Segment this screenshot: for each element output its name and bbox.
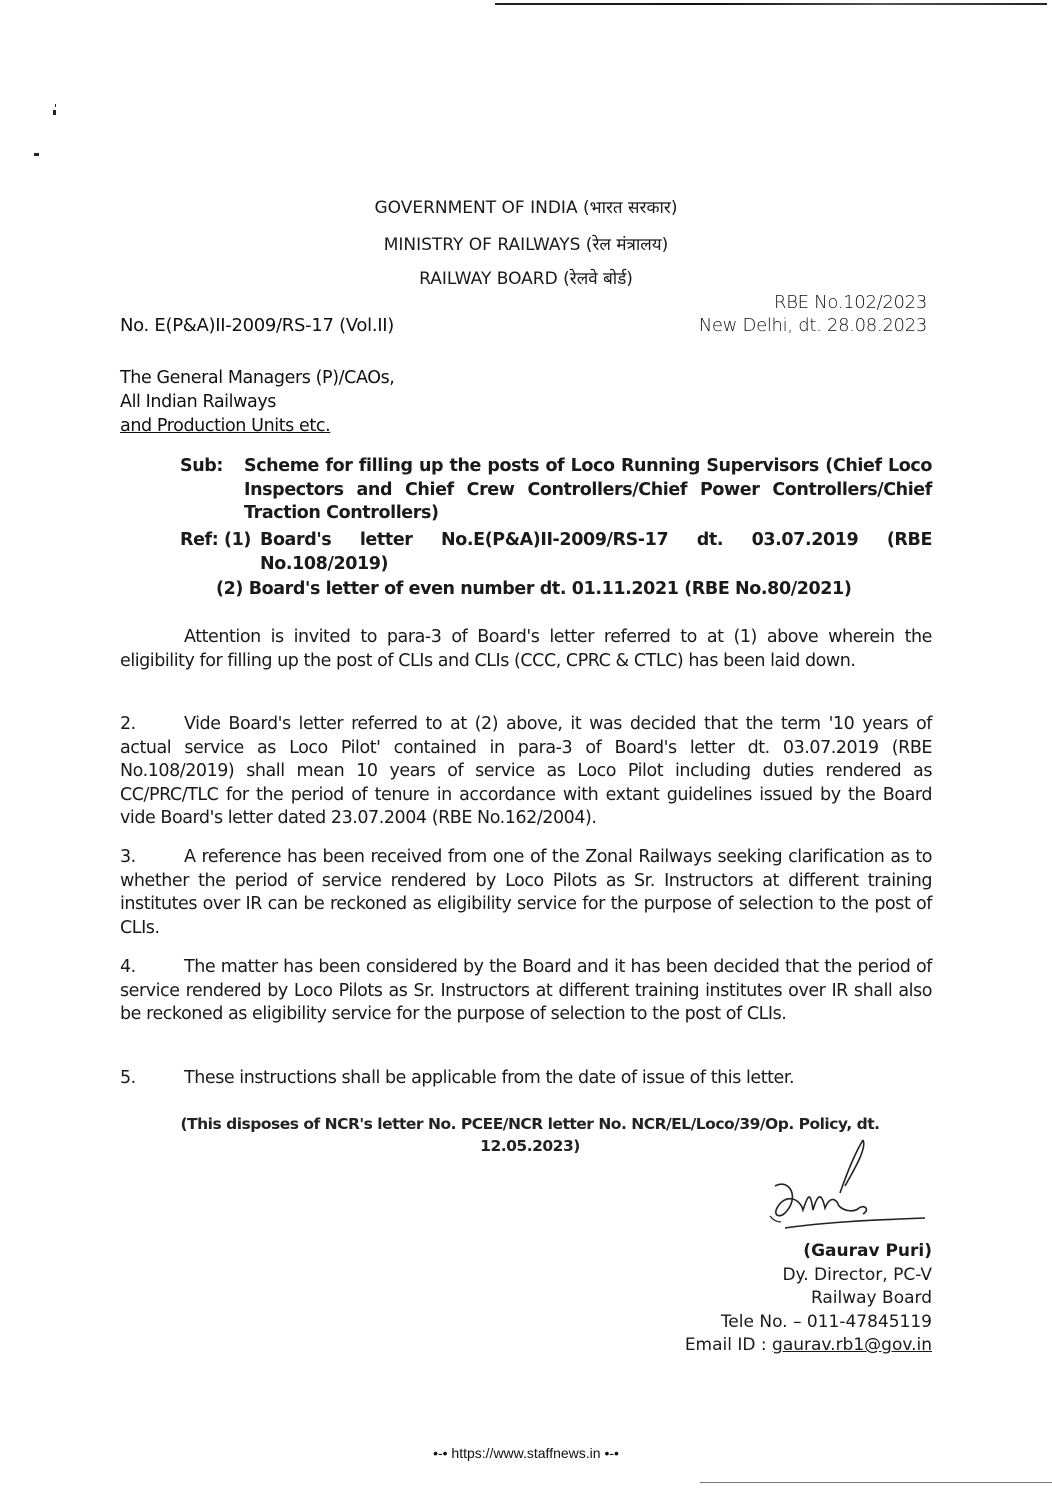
file-number: No. E(P&A)II-2009/RS-17 (Vol.II) [120, 315, 394, 336]
references [180, 529, 932, 602]
reference-number: (1) [224, 530, 251, 550]
header-ministry: MINISTRY OF RAILWAYS (रेल मंत्रालय) [383, 235, 669, 255]
addressee-line: The General Managers (P)/CAOs, [120, 368, 395, 388]
footer-watermark: •-• https://www.staffnews.in •-• [433, 1445, 619, 1461]
scan-speck [34, 153, 39, 156]
paragraph-text: Vide Board's letter referred to at (2) above, it was decided that the term '10 years of actual service as Loco Pilot' contained in para-3 of Board's letter dt. 03.07.2019 (RBE No.108/2019) shall mean 10 years of service as Loco Pilot including duties rendered as CC/PRC/TLC for the period of tenure in accordance with extant guidelines issued by the Board vide Board's letter dated 23.07.2004 (RBE No.162/2004). [120, 714, 932, 828]
addressee [120, 366, 394, 438]
signatory-email-row [685, 1334, 932, 1358]
paragraph-text: A reference has been received from one of the Zonal Railways seeking clarification as to whether the period of service rendered by Loco Pilots as Sr. Instructors at different training institutes over IR can be reckoned as eligibility service for the purpose of selection to the post of CLIs. [120, 847, 932, 938]
subject [180, 455, 932, 526]
paragraph-number: 5. [120, 1068, 136, 1088]
reference-item [216, 578, 932, 602]
references-label: Ref: [180, 530, 219, 550]
subject-label: Sub: [180, 456, 223, 476]
reference-text: Board's letter No.E(P&A)II-2009/RS-17 dt. 03.07.2019 (RBE No.108/2019) [260, 530, 932, 574]
signatory-block [685, 1240, 932, 1358]
paragraph-2 [120, 713, 932, 831]
signatory-phone: Tele No. – 011-47845119 [720, 1311, 932, 1332]
reference-text: Board's letter of even number dt. 01.11.2021 (RBE No.80/2021) [248, 579, 852, 599]
disposes-line: 12.05.2023) [480, 1137, 580, 1155]
paragraph-1: Attention is invited to para-3 of Board's letter referred to at (1) above wherein the eligibility for filling up the post of CLIs and CLIs (CCC, CPRC & CTLC) has been laid down. [120, 627, 932, 671]
header-board: RAILWAY BOARD (रेलवे बोर्ड) [419, 269, 633, 289]
signatory-name: (Gaurav Puri) [803, 1241, 932, 1261]
scan-artifact-line [700, 1482, 1052, 1483]
paragraph-text: The matter has been considered by the Board and it has been decided that the period of service rendered by Loco Pilots as Sr. Instructors at different training institutes over IR shall also be reckoned as eligibility service for the purpose of selection to the post of CLIs. [120, 957, 932, 1024]
scan-speck [53, 110, 56, 115]
reference-number: (2) [216, 579, 243, 599]
rbe-number: RBE No.102/2023 [773, 292, 927, 313]
addressee-line: and Production Units etc. [120, 416, 331, 436]
addressee-line: All Indian Railways [120, 392, 276, 412]
place-date: New Delhi, dt. 28.08.2023 [698, 315, 927, 336]
header-government: GOVERNMENT OF INDIA (भारत सरकार) [374, 198, 678, 218]
reference-item [224, 529, 932, 576]
email-link[interactable]: gaurav.rb1@gov.in [772, 1335, 932, 1355]
email-label: Email ID : [684, 1335, 773, 1355]
scan-speck [55, 104, 56, 107]
paragraph-number: 2. [120, 714, 136, 734]
disposes-line: (This disposes of NCR's letter No. PCEE/NCR letter No. NCR/EL/Loco/39/Op. Policy, dt. [180, 1115, 880, 1133]
paragraph-5 [120, 1067, 932, 1091]
subject-text: Scheme for filling up the posts of Loco Running Supervisors (Chief Loco Inspectors and Chief Crew Controllers/Chief Power Controllers/Chief Traction Controllers) [244, 456, 932, 523]
signatory-designation: Dy. Director, PC-V [782, 1264, 932, 1285]
paragraph-number: 3. [120, 847, 136, 867]
signatory-office: Railway Board [810, 1288, 932, 1308]
paragraph-text: These instructions shall be applicable from the date of issue of this letter. [184, 1068, 795, 1088]
signature-icon [755, 1138, 930, 1233]
paragraph-number: 4. [120, 957, 136, 977]
paragraph-3 [120, 846, 932, 940]
paragraph-4 [120, 956, 932, 1027]
scan-artifact-line [495, 3, 1047, 5]
